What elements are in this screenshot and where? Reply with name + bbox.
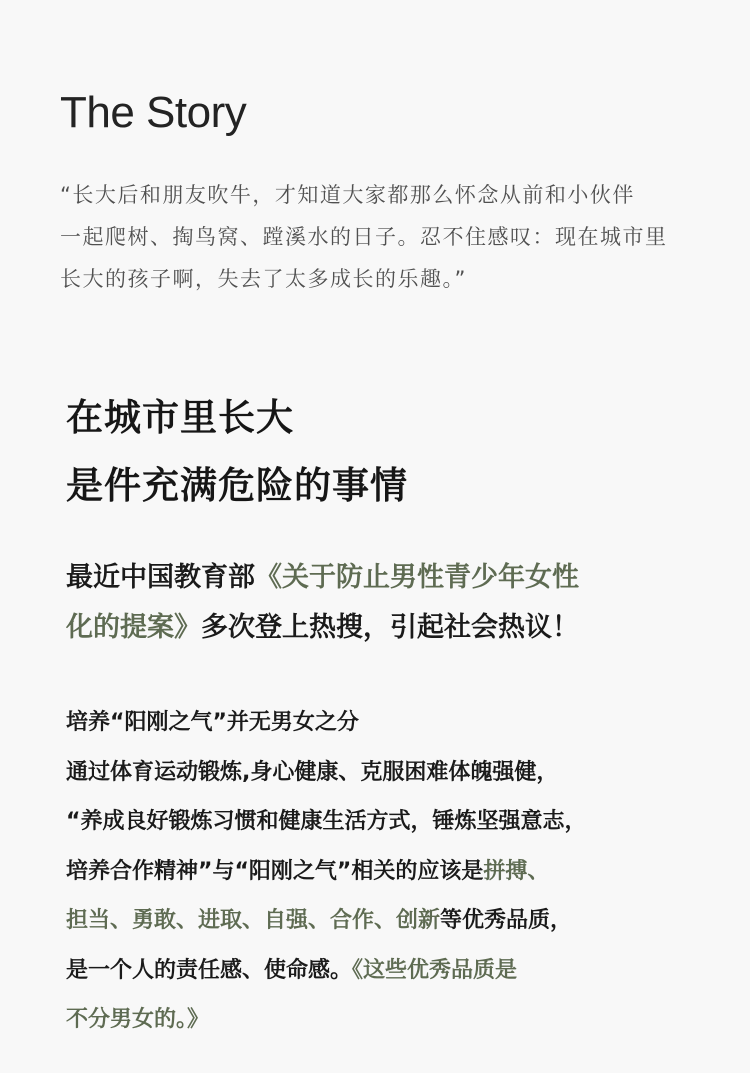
quote-line: 一起爬树、掏鸟窝、蹚溪水的日子。忍不住感叹：现在城市里 [60, 225, 668, 249]
body-line: 培养“阳刚之气”并无男女之分 [66, 710, 359, 735]
story-quote [60, 174, 710, 300]
body-text: 是一个人的责任感、使命感。 [66, 957, 353, 983]
body-text: 培养合作精神”与“阳刚之气”相关的应该是 [66, 858, 484, 884]
lead-text: 多次登上热搜，引起社会热议！ [201, 612, 579, 643]
proposal-title-highlight: 《关于防止男性青少年女性 [255, 562, 579, 593]
quote-line: “长大后和朋友吹牛，才知道大家都那么怀念从前和小伙伴 [60, 183, 635, 207]
body-paragraph [66, 698, 736, 1045]
body-line: 通过体育运动锻炼,身心健康、克服困难体魄强健， [66, 759, 559, 785]
qualities-highlight: 拼搏、 [483, 858, 550, 884]
quote-line: 长大的孩子啊，失去了太多成长的乐趣。” [60, 267, 467, 291]
headline-line: 在城市里长大 [66, 396, 294, 439]
story-title: The Story [60, 88, 247, 137]
body-line [66, 946, 736, 996]
lead-text: 最近中国教育部 [66, 562, 255, 593]
headline [66, 384, 408, 520]
headline-line: 是件充满危险的事情 [66, 464, 408, 507]
body-line [66, 896, 736, 946]
body-text: 等优秀品质， [440, 908, 573, 933]
lead-paragraph [66, 553, 726, 653]
conclusion-highlight: 不分男女的。》 [66, 1007, 210, 1032]
conclusion-highlight: 《这些优秀品质是 [352, 957, 518, 983]
body-line: “养成良好锻炼习惯和健康生活方式，锤炼坚强意志， [66, 809, 587, 834]
lead-line [66, 553, 726, 603]
body-line [66, 847, 736, 897]
qualities-highlight: 担当、勇敢、进取、自强、合作、创新 [66, 908, 441, 933]
lead-line [66, 603, 726, 653]
proposal-title-highlight: 化的提案》 [66, 612, 201, 643]
